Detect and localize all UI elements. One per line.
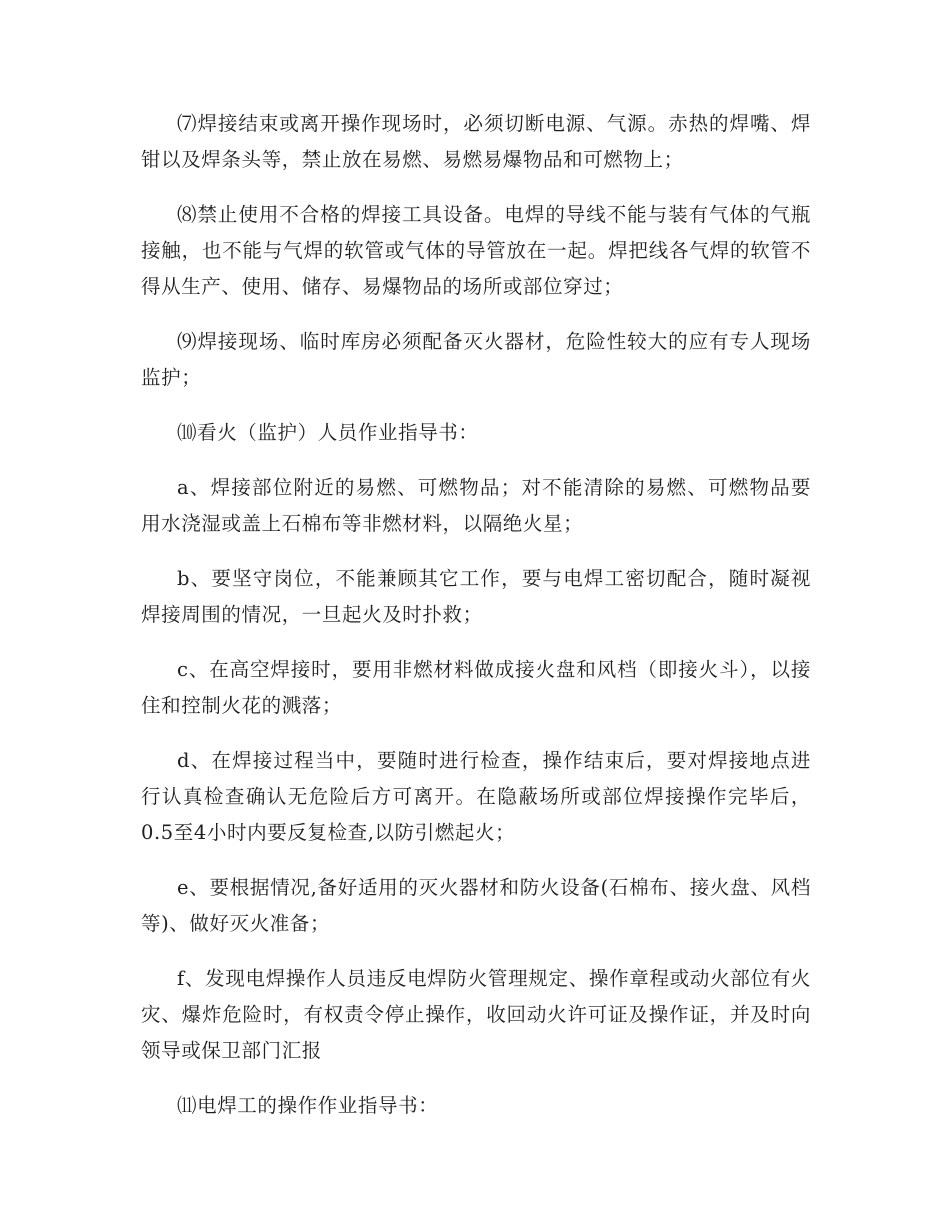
paragraph-10-f: f、发现电焊操作人员违反电焊防火管理规定、操作章程或动火部位有火灾、爆炸危险时，有权责令停止操作，收回动火许可证及操作证，并及时向领导或保卫部门汇报 — [141, 967, 811, 1062]
paragraph-10-d: d、在焊接过程当中，要随时进行检查，操作结束后，要对焊接地点进行认真检查确认无危险后方可离开。在隐蔽场所或部位焊接操作完毕后，0.5至4小时内要反复检查,以防引燃起火； — [141, 749, 811, 844]
paragraph-10-e: e、要根据情况,备好适用的灭火器材和防火设备(石棉布、接火盘、风档等)、做好灭火准备； — [141, 876, 811, 935]
paragraph-7: ⑺焊接结束或离开操作现场时，必须切断电源、气源。赤热的焊嘴、焊钳以及焊条头等，禁止放在易燃、易燃易爆物品和可燃物上； — [141, 112, 811, 171]
paragraph-9: ⑼焊接现场、临时库房必须配备灭火器材，危险性较大的应有专人现场监护； — [141, 330, 811, 389]
document-body — [141, 106, 811, 1143]
paragraph-11-heading: ⑾电焊工的操作作业指导书： — [177, 1094, 439, 1117]
paragraph-10-heading: ⑽看火（监护）人员作业指导书： — [177, 421, 479, 444]
paragraph-10-c: c、在高空焊接时，要用非燃材料做成接火盘和风档（即接火斗），以接住和控制火花的溅落； — [141, 658, 811, 717]
paragraph-10-b: b、要坚守岗位，不能兼顾其它工作，要与电焊工密切配合，随时凝视焊接周围的情况，一旦起火及时扑救； — [141, 567, 811, 626]
paragraph-10-a: a、焊接部位附近的易燃、可燃物品；对不能清除的易燃、可燃物品要用水浇湿或盖上石棉布等非燃材料，以隔绝火星； — [141, 476, 811, 535]
paragraph-8: ⑻禁止使用不合格的焊接工具设备。电焊的导线不能与装有气体的气瓶接触，也不能与气焊的软管或气体的导管放在一起。焊把线各气焊的软管不得从生产、使用、储存、易爆物品的场所或部位穿过； — [141, 203, 811, 298]
